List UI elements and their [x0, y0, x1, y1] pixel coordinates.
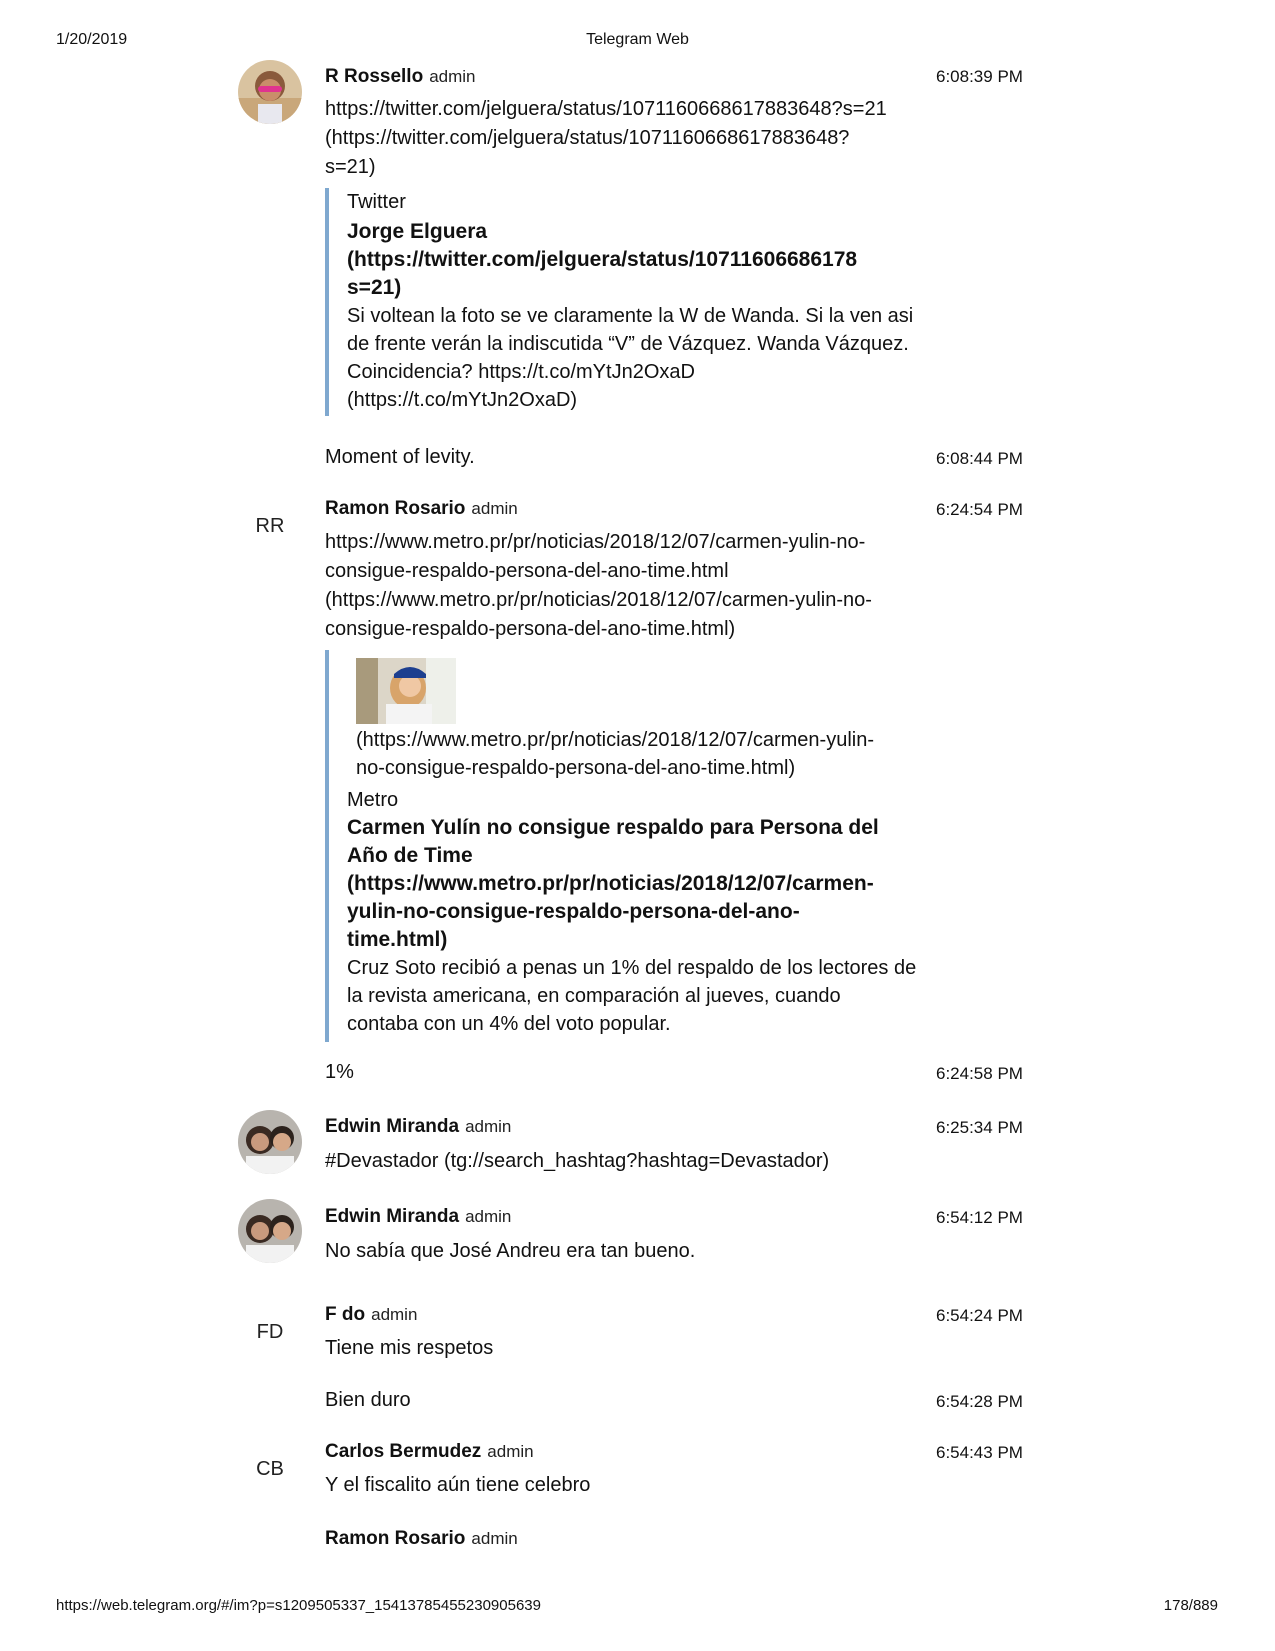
preview-description: contaba con un 4% del voto popular.	[347, 1013, 671, 1035]
message-text	[325, 95, 915, 182]
link-text[interactable]: consigue-respaldo-persona-del-ano-time.html)	[325, 618, 736, 640]
link-text[interactable]: https://twitter.com/jelguera/status/1071160668617883648?s=21	[325, 98, 887, 120]
preview-title: Año de Time	[347, 844, 473, 867]
preview-description: la revista americana, en comparación al jueves, cuando	[347, 985, 841, 1007]
preview-site: Twitter	[347, 191, 406, 213]
preview-description: Si voltean la foto se ve claramente la W de Wanda. Si la ven asi	[347, 305, 914, 327]
message-author[interactable]: Ramon Rosario admin	[325, 1528, 518, 1549]
message-time: 6:54:24 PM	[936, 1306, 1023, 1325]
avatar-initials[interactable]: FD	[256, 1321, 284, 1343]
avatar-photo-icon	[238, 1110, 302, 1174]
link-text[interactable]: consigue-respaldo-persona-del-ano-time.html	[325, 560, 729, 582]
preview-link[interactable]: (https://www.metro.pr/pr/noticias/2018/12/07/carmen-yulin-	[356, 729, 874, 751]
message-text: #Devastador (tg://search_hashtag?hashtag=Devastador)	[325, 1150, 830, 1172]
message-author[interactable]: R Rossello admin	[325, 66, 476, 87]
message-text	[325, 528, 915, 644]
avatar-photo-icon	[238, 1199, 302, 1263]
preview-description: Cruz Soto recibió a penas un 1% del respaldo de los lectores de	[347, 957, 917, 979]
message-text: No sabía que José Andreu era tan bueno.	[325, 1240, 696, 1262]
preview-thumbnail[interactable]	[356, 658, 456, 724]
preview-description: Coincidencia? https://t.co/mYtJn2OxaD	[347, 361, 695, 383]
message-text: Moment of levity.	[325, 446, 475, 468]
preview-title: Jorge Elguera	[347, 220, 488, 243]
message-time: 6:08:44 PM	[936, 449, 1023, 468]
preview-title: Carmen Yulín no consigue respaldo para Persona del	[347, 816, 879, 839]
message-time: 6:24:54 PM	[936, 500, 1023, 519]
link-text[interactable]: https://www.metro.pr/pr/noticias/2018/12/07/carmen-yulin-no-	[325, 531, 866, 553]
message-author[interactable]: Ramon Rosario admin	[325, 498, 518, 519]
link-preview[interactable]	[325, 650, 925, 1042]
preview-site: Metro	[347, 789, 399, 811]
page-title: Telegram Web	[586, 31, 689, 48]
message-time: 6:54:12 PM	[936, 1208, 1023, 1227]
print-date: 1/20/2019	[56, 31, 128, 48]
message-author[interactable]: Edwin Miranda admin	[325, 1206, 512, 1227]
link-preview[interactable]	[325, 188, 925, 416]
preview-title: s=21)	[347, 276, 402, 299]
link-text[interactable]: (https://twitter.com/jelguera/status/1071160668617883648?	[325, 127, 850, 149]
avatar-initials[interactable]: RR	[255, 515, 285, 537]
avatar-edwin-miranda[interactable]	[238, 1110, 302, 1174]
message-text: 1%	[325, 1061, 354, 1083]
message-time: 6:54:43 PM	[936, 1443, 1023, 1462]
avatar-initials[interactable]: CB	[256, 1458, 284, 1480]
footer-url: https://web.telegram.org/#/im?p=s1209505337_15413785455230905639	[56, 1597, 541, 1614]
preview-link[interactable]: no-consigue-respaldo-persona-del-ano-time.html)	[356, 757, 796, 779]
avatar-r-rossello[interactable]	[238, 60, 302, 124]
preview-title: yulin-no-consigue-respaldo-persona-del-ano-	[347, 900, 800, 923]
message-author[interactable]: Carlos Bermudez admin	[325, 1441, 534, 1462]
message-time: 6:24:58 PM	[936, 1064, 1023, 1083]
message-text: Y el fiscalito aún tiene celebro	[325, 1474, 591, 1496]
message-time: 6:54:28 PM	[936, 1392, 1023, 1411]
message-text: Bien duro	[325, 1389, 411, 1411]
message-time: 6:25:34 PM	[936, 1118, 1023, 1137]
preview-title: (https://www.metro.pr/pr/noticias/2018/12/07/carmen-	[347, 872, 874, 895]
preview-description: (https://t.co/mYtJn2OxaD)	[347, 389, 578, 411]
avatar-photo-icon	[238, 60, 302, 124]
message-author[interactable]: F do admin	[325, 1304, 418, 1325]
preview-description: de frente verán la indiscutida “V” de Vázquez. Wanda Vázquez.	[347, 333, 909, 355]
link-text[interactable]: (https://www.metro.pr/pr/noticias/2018/12/07/carmen-yulin-no-	[325, 589, 872, 611]
photo-thumbnail-icon	[356, 658, 456, 724]
preview-title: (https://twitter.com/jelguera/status/10711606686178	[347, 248, 858, 271]
page-number: 178/889	[1163, 1597, 1218, 1614]
message-text: Tiene mis respetos	[325, 1337, 494, 1359]
message-author[interactable]: Edwin Miranda admin	[325, 1116, 512, 1137]
avatar-edwin-miranda[interactable]	[238, 1199, 302, 1263]
preview-title: time.html)	[347, 928, 448, 951]
message-time: 6:08:39 PM	[936, 67, 1023, 86]
link-text[interactable]: s=21)	[325, 156, 376, 178]
